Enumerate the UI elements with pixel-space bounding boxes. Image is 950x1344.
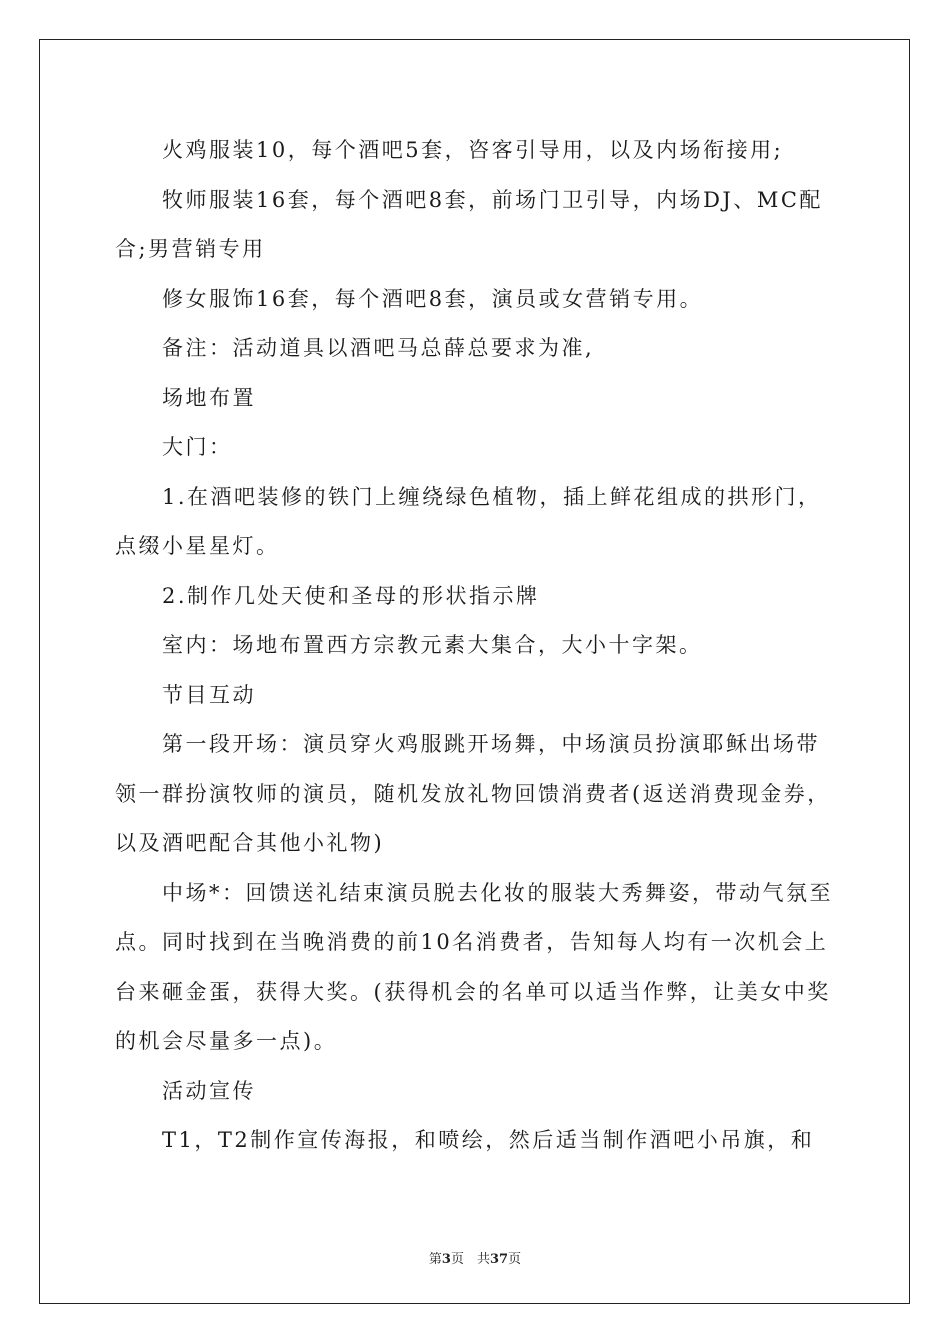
paragraph: 第一段开场：演员穿火鸡服跳开场舞，中场演员扮演耶稣出场带领一群扮演牧师的演员，随机发放礼物回馈消费者(返送消费现金券，以及酒吧配合其他小礼物) <box>115 732 831 855</box>
page-footer <box>0 1248 950 1267</box>
paragraph: T1，T2制作宣传海报，和喷绘，然后适当制作酒吧小吊旗，和 <box>162 1128 815 1152</box>
footer-mid: 页 共 <box>450 1252 490 1267</box>
footer-prefix: 第 <box>428 1252 442 1267</box>
section-heading: 活动宣传 <box>162 1078 256 1103</box>
paragraph: 备注：活动道具以酒吧马总薛总要求为准, <box>162 336 595 360</box>
paragraph: 中场*：回馈送礼结束演员脱去化妆的服装大秀舞姿，带动气氛至点。同时找到在当晚消费的前10名消费者，告知每人均有一次机会上台来砸金蛋，获得大奖。(获得机会的名单可以适当作弊，让美女中奖的机会尽量多一点)。 <box>115 880 833 1053</box>
paragraph: 修女服饰16套，每个酒吧8套，演员或女营销专用。 <box>162 286 704 311</box>
paragraph: 火鸡服装10，每个酒吧5套，咨客引导用，以及内场衔接用; <box>162 138 784 162</box>
current-page-number: 3 <box>441 1252 451 1267</box>
footer-suffix: 页 <box>508 1252 522 1267</box>
paragraph: 室内：场地布置西方宗教元素大集合，大小十字架。 <box>162 633 703 657</box>
paragraph: 大门： <box>162 435 233 459</box>
section-heading: 场地布置 <box>162 385 256 410</box>
section-heading: 节目互动 <box>162 682 256 707</box>
document-body <box>115 126 840 1166</box>
paragraph: 2.制作几处天使和圣母的形状指示牌 <box>162 583 540 608</box>
paragraph: 1.在酒吧装修的铁门上缠绕绿色植物，插上鲜花组成的拱形门，点缀小星星灯。 <box>115 484 822 558</box>
paragraph: 牧师服装16套，每个酒吧8套，前场门卫引导，内场DJ、MC配合;男营销专用 <box>115 187 823 261</box>
total-page-count: 37 <box>489 1252 509 1267</box>
